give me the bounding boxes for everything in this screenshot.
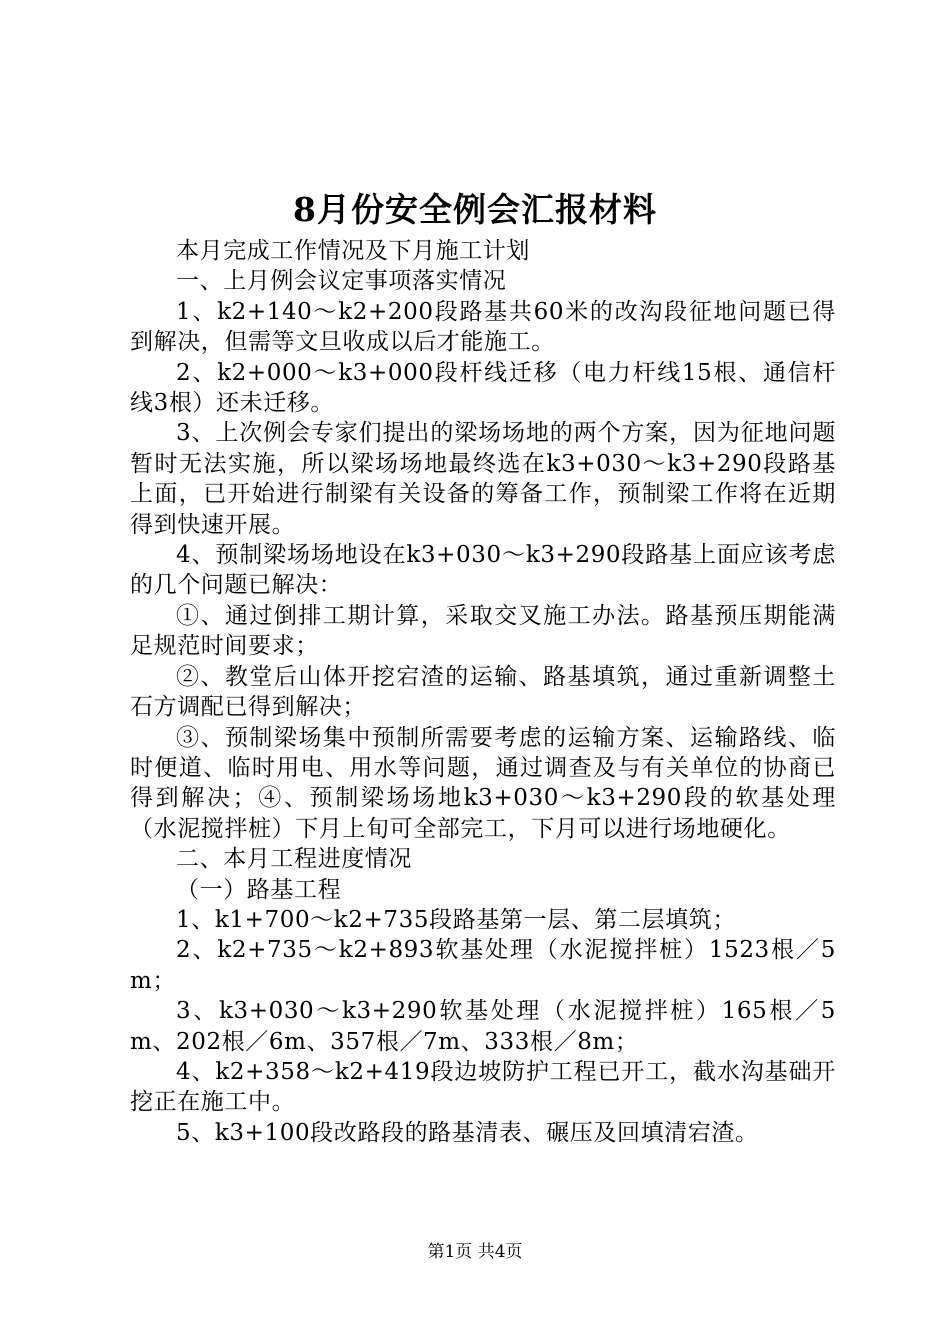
page-footer: 第1页 共4页 [427, 1242, 523, 1262]
paragraph-section-2-heading: 二、本月工程进度情况 [176, 846, 412, 873]
paragraph-progress-1: 1、k1+700～k2+735段路基第一层、第二层填筑； [176, 906, 736, 933]
paragraph-subitem-2: ②、教堂后山体开挖宕渣的运输、路基填筑，通过重新调整土石方调配已得到解决； [130, 663, 836, 721]
document-body [130, 236, 836, 1148]
paragraph-item-1: 1、k2+140～k2+200段路基共60米的改沟段征地问题已得到解决，但需等文旦收成以后才能施工。 [130, 298, 836, 356]
paragraph-subitem-1: ①、通过倒排工期计算，采取交叉施工办法。路基预压期能满足规范时间要求； [130, 602, 836, 660]
paragraph-subitem-3-4: ③、预制梁场集中预制所需要考虑的运输方案、运输路线、临时便道、临时用电、用水等问题，通过调查及与有关单位的协商已得到解决；④、预制梁场场地k3+030～k3+290段的软基处理（水泥搅拌桩）下月上旬可全部完工，下月可以进行场地硬化。 [130, 724, 836, 842]
paragraph-subsection-roadbed: （一）路基工程 [176, 876, 342, 903]
paragraph-progress-5: 5、k3+100段改路段的路基清表、碾压及回填清宕渣。 [176, 1119, 759, 1146]
paragraph-section-1-heading: 一、上月例会议定事项落实情况 [176, 268, 507, 295]
paragraph-progress-4: 4、k2+358～k2+419段边坡防护工程已开工，截水沟基础开挖正在施工中。 [130, 1058, 836, 1116]
document-title: 8月份安全例会汇报材料 [293, 190, 657, 229]
paragraph-item-4: 4、预制梁场场地设在k3+030～k3+290段路基上面应该考虑的几个问题已解决： [130, 542, 836, 599]
paragraph-plan-heading: 本月完成工作情况及下月施工计划 [176, 238, 530, 264]
paragraph-item-3: 3、上次例会专家们提出的梁场场地的两个方案，因为征地问题暂时无法实施，所以梁场场地最终选在k3+030～k3+290段路基上面，已开始进行制梁有关设备的筹备工作，预制梁工作将在近期得到快速开展。 [130, 420, 836, 538]
paragraph-item-2: 2、k2+000～k3+000段杆线迁移（电力杆线15根、通信杆线3根）还未迁移。 [130, 359, 836, 417]
paragraph-progress-3: 3、k3+030～k3+290软基处理（水泥搅拌桩）165根／5m、202根／6m、357根／7m、333根／8m； [130, 998, 836, 1055]
paragraph-progress-2: 2、k2+735～k2+893软基处理（水泥搅拌桩）1523根／5m； [130, 937, 836, 994]
